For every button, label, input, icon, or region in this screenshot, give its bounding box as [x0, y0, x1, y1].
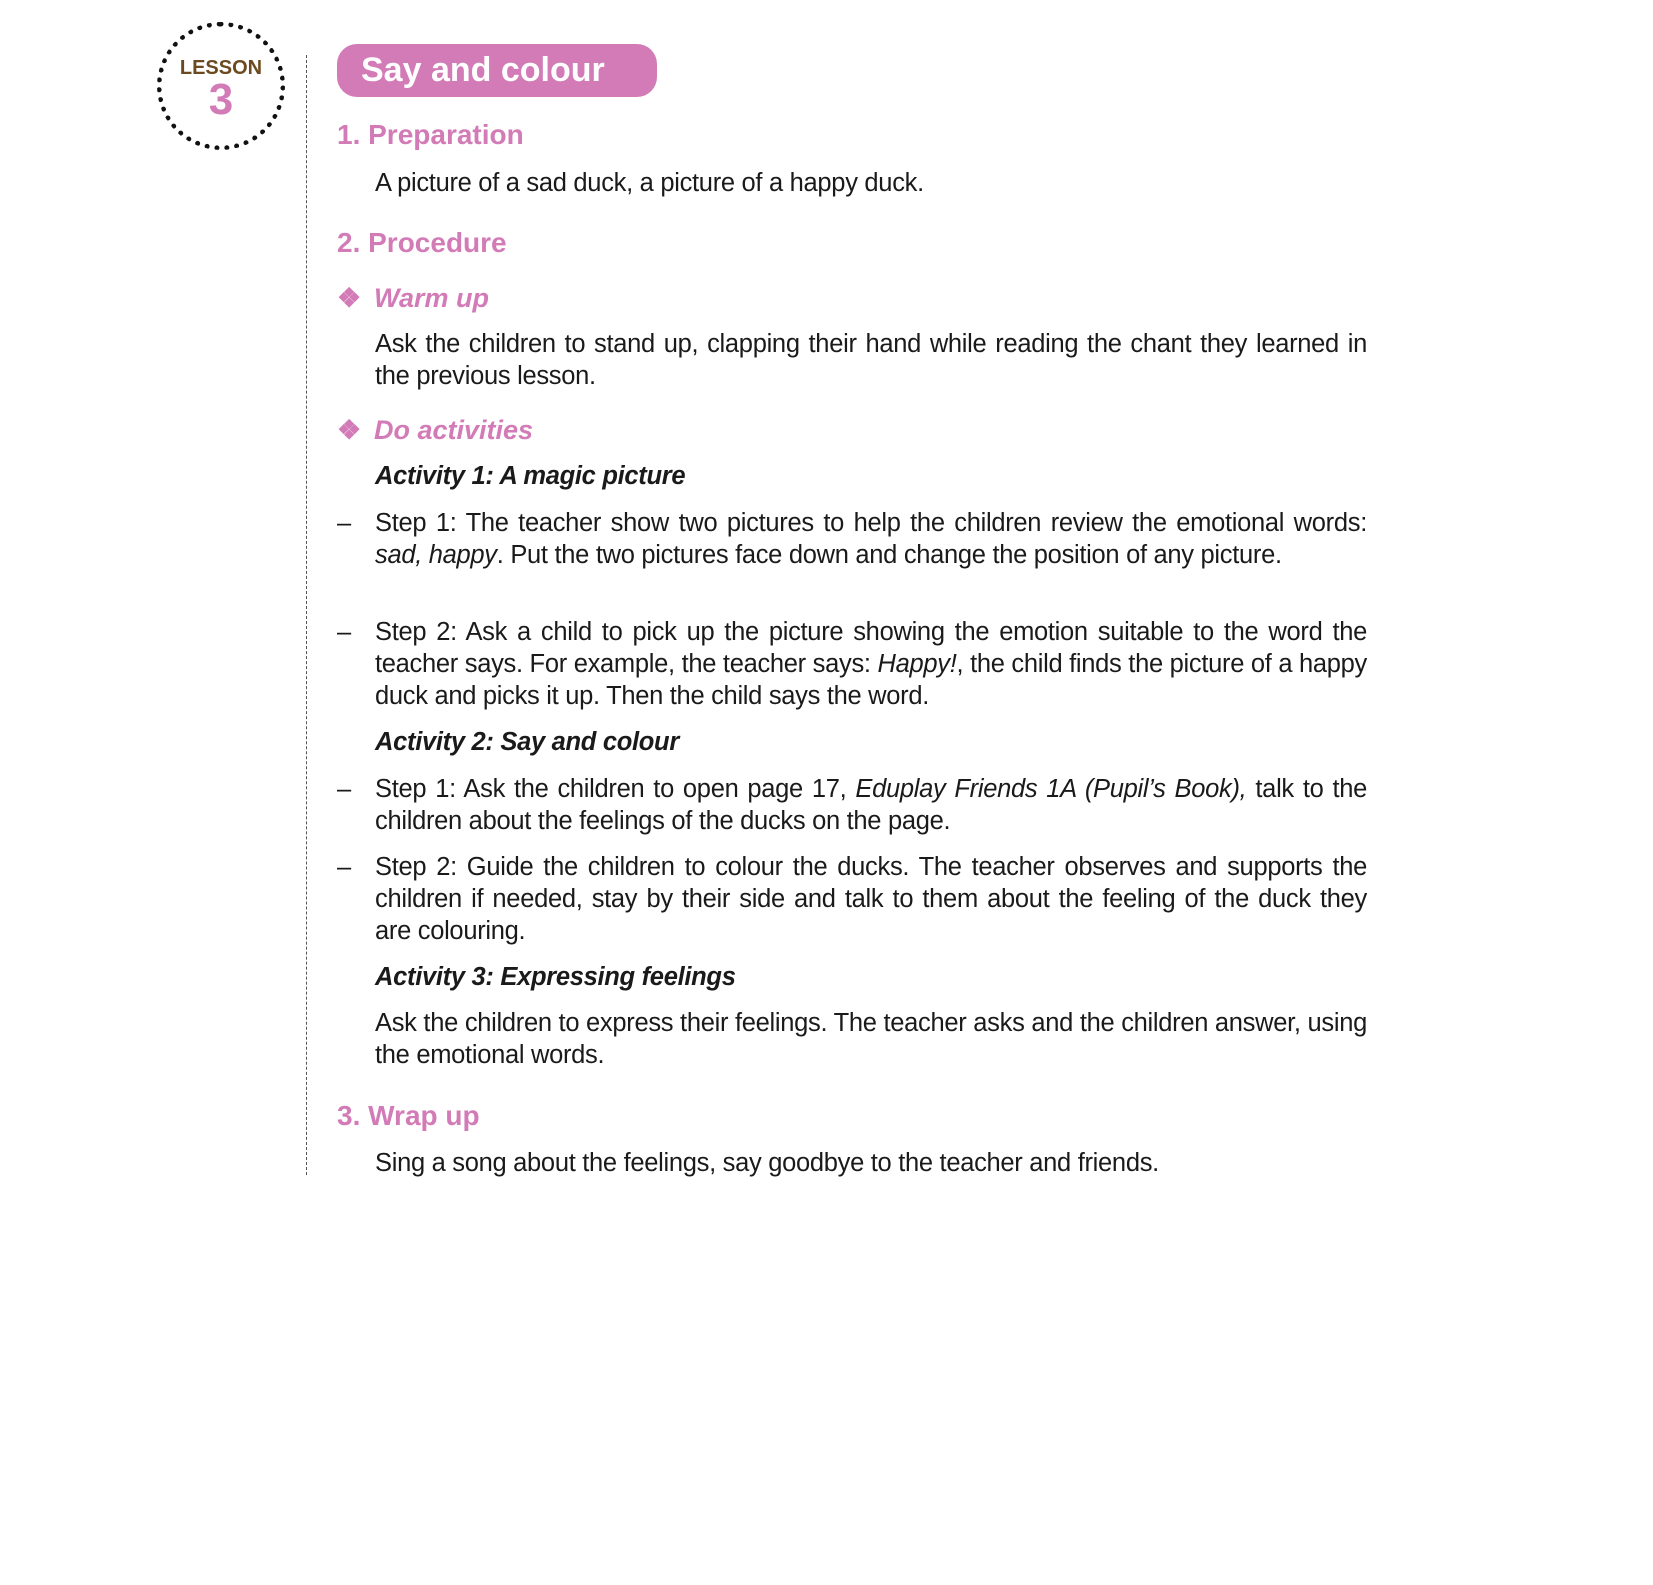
- step-text: Step 2: Guide the children to colour the ducks. The teacher observes and supports the children if needed, stay by their side and talk to them about the feeling of the duck they are colouring.: [375, 853, 1367, 945]
- step-text: Step 2: Ask a child to pick up the picture showing the emotion suitable to the word the teacher says. For example, the teacher says:: [375, 618, 1367, 678]
- activity-1-step-2: [337, 616, 1367, 712]
- activity-3-title: Activity 3: Expressing feelings: [375, 963, 736, 991]
- dash: –: [337, 618, 351, 646]
- activities-title: Do activities: [374, 415, 534, 445]
- wrapup-text: Sing a song about the feelings, say goodbye to the teacher and friends.: [375, 1149, 1159, 1177]
- warmup-heading: [337, 282, 489, 314]
- step-text: talk to the children about the feelings of the ducks on the page.: [375, 775, 1367, 835]
- procedure-heading: 2. Procedure: [337, 227, 507, 258]
- lesson-number: 3: [208, 75, 234, 124]
- preparation-text: A picture of a sad duck, a picture of a happy duck.: [375, 169, 924, 197]
- step-text: Step 1: The teacher show two pictures to help the children review the emotional words:: [375, 509, 1367, 537]
- dash: –: [337, 775, 351, 803]
- wrapup-heading: 3. Wrap up: [337, 1100, 480, 1131]
- step-text: . Put the two pictures face down and change the position of any picture.: [496, 541, 1282, 569]
- lesson-badge: [157, 22, 285, 150]
- diamond-bullet-icon: ❖: [337, 415, 362, 445]
- warmup-title: Warm up: [374, 283, 490, 313]
- activity-2-title: Activity 2: Say and colour: [375, 728, 679, 756]
- page-title: Say and colour: [337, 44, 657, 97]
- activities-heading: [337, 414, 533, 446]
- dash: –: [337, 509, 351, 537]
- warmup-text: Ask the children to stand up, clapping their hand while reading the chant they learned in the previous lesson.: [375, 330, 1367, 390]
- step-text: Step 1: Ask the children to open page 17,: [375, 775, 856, 803]
- activity-2-step-1: [337, 773, 1367, 837]
- step-text: , the child finds the picture of a happy duck and picks it up. Then the child says the word.: [375, 650, 1367, 710]
- activity-2-step-2: [337, 851, 1367, 947]
- diamond-bullet-icon: ❖: [337, 283, 362, 313]
- dash: –: [337, 853, 351, 881]
- lesson-label: LESSON: [179, 57, 263, 79]
- activity-1-step-1: [337, 507, 1367, 571]
- step-emphasis: Happy!: [877, 650, 957, 678]
- activity-1-title: Activity 1: A magic picture: [375, 462, 686, 490]
- step-emphasis: Eduplay Friends 1A (Pupil’s Book),: [855, 775, 1247, 803]
- step-emphasis: sad, happy: [375, 541, 497, 569]
- activity-3-text: Ask the children to express their feelings. The teacher asks and the children answer, using the emotional words.: [375, 1009, 1367, 1069]
- divider: [306, 55, 307, 1175]
- preparation-heading: 1. Preparation: [337, 119, 524, 150]
